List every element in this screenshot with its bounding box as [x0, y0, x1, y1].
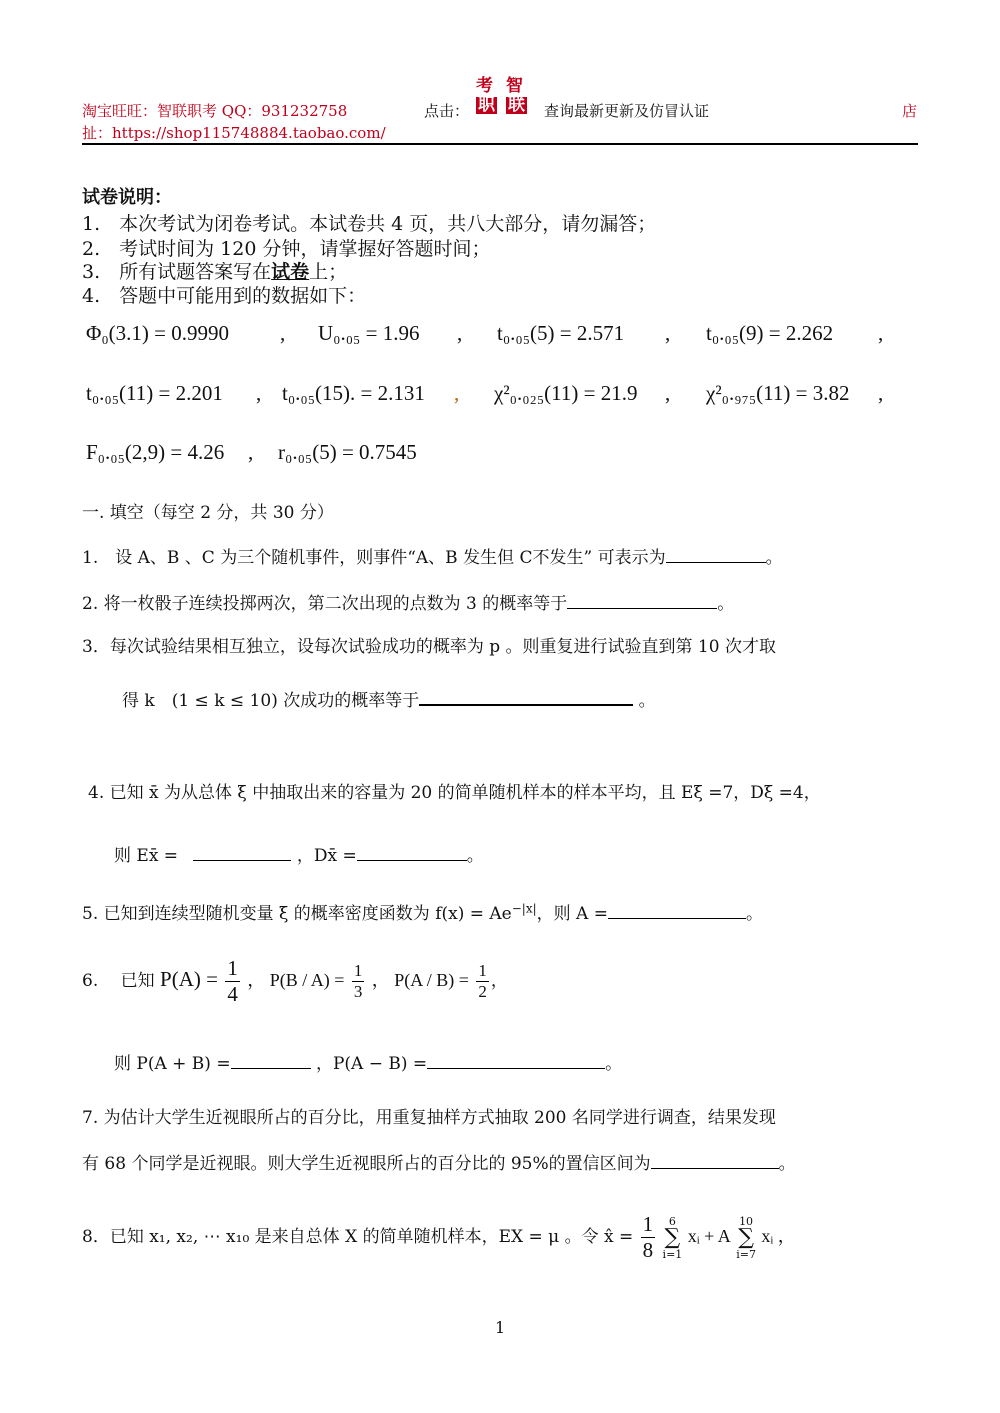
header-shop-url[interactable]: 扯：https://shop115748884.taobao.com/	[82, 124, 386, 142]
data-value: χ²₀.₀₂₅(11) = 21.9	[494, 381, 638, 405]
question-6-cont	[114, 1049, 622, 1074]
fraction	[225, 956, 240, 1007]
sum-symbol	[663, 1215, 683, 1261]
data-value: t₀.₀₅(11) = 2.201	[86, 381, 223, 405]
numerator: 1	[227, 956, 238, 980]
punct: 。	[746, 904, 763, 924]
math-expr: P(A) =	[160, 967, 218, 991]
instruction-emphasis: 试卷	[271, 261, 310, 283]
sum-symbol	[736, 1215, 756, 1261]
numerator: 1	[478, 961, 487, 980]
question-text: ，则 A =	[536, 904, 608, 924]
data-sep: ,	[280, 321, 286, 345]
answer-blank[interactable]	[357, 842, 467, 861]
data-sep: ,	[665, 381, 671, 405]
question-6	[82, 956, 508, 1007]
header-click-label: 点击：	[424, 102, 470, 120]
math-expr: ， P(A / B) =	[371, 970, 469, 990]
question-4-cont	[114, 841, 484, 866]
header-divider	[82, 143, 918, 145]
question-text: ，Dx̄ =	[296, 846, 357, 866]
punct: 。	[717, 594, 735, 614]
question-text: 则 P(A + B) =	[114, 1054, 231, 1074]
numerator: 1	[353, 961, 363, 980]
answer-blank[interactable]	[419, 686, 633, 706]
denominator: 3	[353, 982, 363, 1001]
answer-blank[interactable]	[427, 1050, 605, 1069]
page-number: 1	[495, 1318, 506, 1337]
question-4: 4. 已知 x̄ 为从总体 ξ 中抽取出来的容量为 20 的简单随机样本的样本平均，且 Eξ =7，Dξ =4，	[88, 783, 821, 803]
math-expr: ， P(B / A) =	[247, 970, 345, 990]
instruction-item: 4. 答题中可能用到的数据如下：	[82, 285, 367, 307]
math-expr: xᵢ + A	[687, 1226, 731, 1246]
instruction-item: 1. 本次考试为闭卷考试。本试卷共 4 页，共八大部分，请勿漏答；	[82, 213, 657, 235]
question-8	[82, 1212, 796, 1263]
question-3-cont	[122, 686, 656, 711]
data-value: t₀.₀₅(9) = 2.262	[706, 321, 834, 345]
sigma: ∑	[738, 1224, 754, 1250]
fraction	[352, 961, 365, 1002]
answer-blank[interactable]	[608, 900, 746, 919]
denominator: 4	[227, 982, 238, 1006]
denominator: 2	[478, 982, 487, 1001]
punct: 。	[466, 846, 484, 866]
data-sep: ,	[248, 440, 254, 464]
punct: 。	[605, 1054, 623, 1074]
data-sep: ,	[665, 321, 671, 345]
logo-char: 职	[478, 95, 495, 115]
exponent: −|x|	[511, 901, 537, 916]
question-text: 有 68 个同学是近视眼。则大学生近视眼所占的百分比的 95%的置信区间为	[82, 1154, 651, 1174]
question-7-cont	[82, 1149, 796, 1174]
numerator: 1	[642, 1212, 654, 1236]
header-verify-link[interactable]: 查询最新更新及仿冒认证	[544, 102, 710, 120]
punct: 。	[765, 548, 783, 568]
data-value: t₀.₀₅(15). = 2.131	[282, 381, 425, 405]
answer-blank[interactable]	[651, 1150, 779, 1169]
brand-logo[interactable]	[476, 78, 532, 116]
fraction	[476, 961, 489, 1002]
sigma: ∑	[664, 1224, 681, 1250]
question-text: 2. 将一枚骰子连续投掷两次，第二次出现的点数为 3 的概率等于	[82, 594, 568, 614]
logo-char: 联	[508, 95, 525, 115]
question-3: 3．每次试验结果相互独立，设每次试验成功的概率为 p 。则重复进行试验直到第 10 次才取	[82, 637, 776, 657]
question-text: 8．已知 x₁, x₂, ⋯ x₁₀ 是来自总体 X 的简单随机样本，EX = μ 。令 x̂ =	[82, 1227, 634, 1247]
answer-blank[interactable]	[193, 842, 291, 861]
logo-char: 智	[506, 76, 523, 96]
instruction-text: 3. 所有试题答案写在	[82, 261, 272, 283]
data-value: F₀.₀₅(2,9) = 4.26	[86, 440, 225, 464]
question-text: 6. 已知	[82, 971, 155, 991]
instruction-item: 2. 考试时间为 120 分钟，请掌握好答题时间；	[82, 238, 491, 260]
math-expr: xᵢ ，	[761, 1226, 796, 1246]
sum-upper: 10	[739, 1214, 754, 1228]
question-1	[82, 543, 783, 568]
sum-lower: i=7	[736, 1247, 756, 1261]
fraction	[641, 1212, 656, 1263]
question-text: 得 k (1 ≤ k ≤ 10) 次成功的概率等于	[122, 691, 420, 711]
question-5	[82, 899, 763, 924]
data-sep: ,	[878, 381, 884, 405]
punct: 。	[633, 691, 656, 711]
answer-blank[interactable]	[567, 590, 717, 609]
data-sep: ,	[454, 381, 460, 405]
data-value: χ²₀.₉₇₅(11) = 3.82	[706, 381, 850, 405]
sum-upper: 6	[668, 1214, 676, 1228]
instruction-item	[82, 257, 347, 284]
data-sep: ,	[457, 321, 463, 345]
instruction-text: 上；	[309, 261, 348, 283]
question-text: 1. 设 A、B 、C 为三个随机事件，则事件“A、B 发生但 C不发生” 可表示为	[82, 548, 666, 568]
denominator: 8	[642, 1238, 654, 1262]
data-sep: ,	[256, 381, 262, 405]
header-shop-char: 店	[902, 102, 918, 120]
data-value: t₀.₀₅(5) = 2.571	[497, 321, 625, 345]
answer-blank[interactable]	[666, 544, 766, 563]
section-title: 一. 填空（每空 2 分，共 30 分）	[82, 503, 334, 523]
question-text: 则 Ex̄ =	[114, 846, 179, 866]
logo-char: 考	[476, 76, 493, 96]
question-text: 5. 已知到连续型随机变量 ξ 的概率密度函数为 f(x) = Ae	[82, 904, 512, 924]
answer-blank[interactable]	[231, 1050, 311, 1069]
punct: 。	[778, 1154, 796, 1174]
data-value: r₀.₀₅(5) = 0.7545	[278, 440, 417, 464]
instructions-title: 试卷说明：	[82, 187, 172, 208]
data-value: Φ₀(3.1) = 0.9990	[86, 321, 230, 345]
sum-lower: i=1	[662, 1247, 683, 1261]
question-7: 7. 为估计大学生近视眼所占的百分比，用重复抽样方式抽取 200 名同学进行调查，结果发现	[82, 1108, 776, 1128]
question-2	[82, 589, 734, 614]
data-sep: ,	[878, 321, 884, 345]
question-text: ，P(A − B) =	[315, 1054, 428, 1074]
data-value: U₀.₀₅ = 1.96	[318, 321, 420, 345]
header-shop-info: 淘宝旺旺：智联职考 QQ：931232758	[82, 102, 348, 120]
punct: ，	[490, 971, 508, 991]
